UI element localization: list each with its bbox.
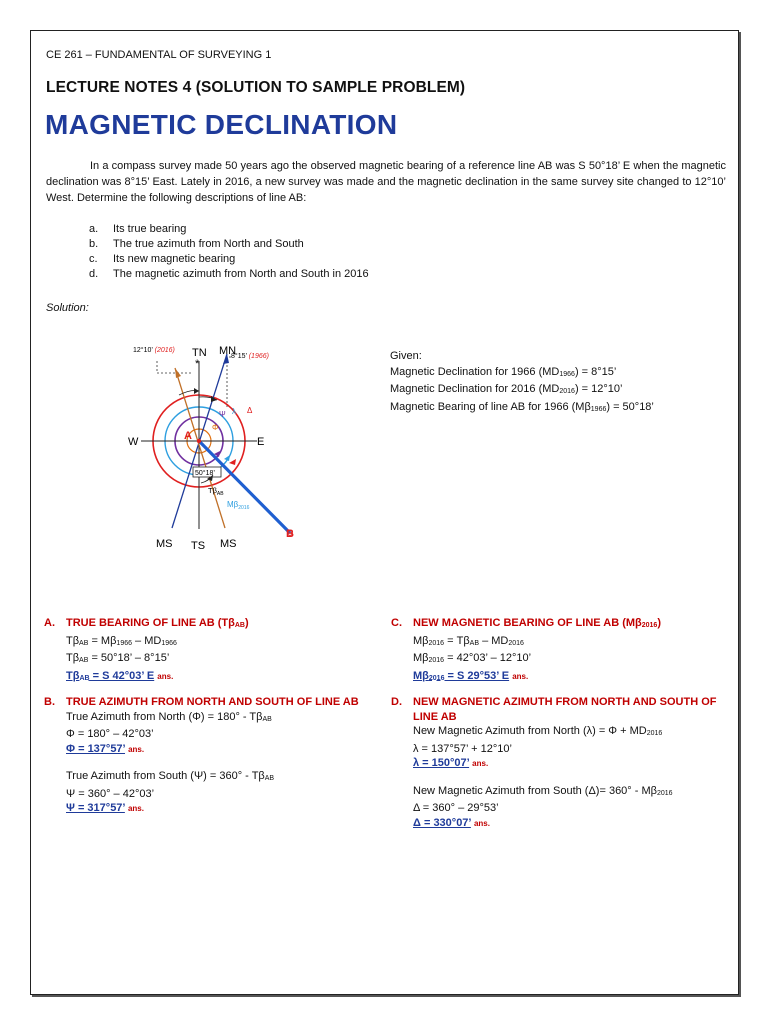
ts-label: TS xyxy=(191,540,206,552)
a-label: A xyxy=(184,430,192,442)
tb-label: $T\beta_{AB}$ xyxy=(208,486,224,497)
delta-arrow-icon xyxy=(229,459,236,465)
page-frame xyxy=(30,30,739,995)
section-c-heading: C. NEW MAGNETIC BEARING OF LINE AB (Mβ2016) xyxy=(391,617,661,629)
problem-statement: In a compass survey made 50 years ago the observed magnetic bearing of a reference line AB was S 50°18’ E when the magnetic declination was 8°15’ East. Lately in 2016, a new survey was made and the magnetic declination in the same survey site changed to 12°10’ West. Determine the following descriptions of line AB: xyxy=(46,160,726,204)
magnetic-meridian-2016 xyxy=(175,368,225,528)
list-item: b. The true azimuth from North and South xyxy=(89,238,304,250)
equation-line: Mβ2016 = 42°03’ – 12°10’ xyxy=(413,652,532,664)
course-code: CE 261 – FUNDAMENTAL OF SURVEYING 1 xyxy=(46,49,272,61)
section-d-heading: D. NEW MAGNETIC AZIMUTH FROM NORTH AND SOUTH OF xyxy=(391,696,717,708)
section-b xyxy=(44,695,374,817)
given-mb1966: Magnetic Bearing of line AB for 1966 (Mβ1966) = 50°18’ xyxy=(390,400,654,413)
section-a xyxy=(44,616,374,686)
angle-5018-label: 50°18’ xyxy=(195,470,215,477)
decl-2016-label: 12°10’ (2016) xyxy=(133,347,175,354)
bearing-diagram xyxy=(31,31,738,631)
decl-1966-label: 8°15’ (1966) xyxy=(231,353,269,360)
equation-line: New Magnetic Azimuth from South (Δ)= 360° - Mβ2016 xyxy=(413,784,673,797)
page-title: MAGNETIC DECLINATION xyxy=(45,109,398,140)
given-block xyxy=(390,349,654,417)
given-md2016: Magnetic Declination for 2016 (MD2016) = 12°10’ xyxy=(390,383,623,395)
e-label: E xyxy=(257,436,265,448)
arrow-icon xyxy=(194,388,199,394)
decl-1966-bracket xyxy=(227,357,231,407)
w-label: W xyxy=(128,436,139,448)
b-label: B xyxy=(286,528,294,540)
answer-line: Ψ = 317°57’ ans. xyxy=(66,802,144,814)
answer-line: Δ = 330°07’ ans. xyxy=(413,816,490,829)
list-item: a. Its true bearing xyxy=(89,223,187,235)
section-d xyxy=(391,695,731,831)
equation-line: TβAB = 50°18’ – 8°15’ xyxy=(66,652,170,664)
lambda-label: λ xyxy=(232,407,236,416)
given-md1966: Magnetic Declination for 1966 (MD1966) = 8°15’ xyxy=(390,365,617,378)
delta-label: Δ xyxy=(247,406,253,415)
solution-label: Solution: xyxy=(46,302,89,314)
mn-label: MN xyxy=(219,345,237,357)
equation-line: Mβ2016 = TβAB – MD2016 xyxy=(413,634,524,647)
equation-line: True Azimuth from North (Φ) = 180° - TβAB xyxy=(66,710,272,723)
mn2016-arrow-icon xyxy=(175,368,181,378)
lambda-arrow-icon xyxy=(224,455,230,461)
ms-left-label: MS xyxy=(156,538,173,550)
lecture-heading: LECTURE NOTES 4 (SOLUTION TO SAMPLE PROBLEM) xyxy=(46,79,466,96)
equation-line: Δ = 360° – 29°53’ xyxy=(413,802,499,814)
section-a-heading: A. TRUE BEARING OF LINE AB (TβAB) xyxy=(44,617,249,629)
ms-right-label: MS xyxy=(220,538,237,550)
given-label: Given: xyxy=(390,350,422,362)
list-item: d. The magnetic azimuth from North and South in 2016 xyxy=(89,268,369,280)
section-b-heading: B. TRUE AZIMUTH FROM NORTH AND SOUTH OF LINE AB xyxy=(44,696,359,708)
equation-line: TβAB = Mβ1966 – MD1966 xyxy=(66,634,177,647)
answer-line: TβAB = S 42°03’ E ans. xyxy=(66,669,174,682)
tn-label: TN xyxy=(192,347,207,359)
mb2016-label: $M\beta_{2016}$ xyxy=(227,500,250,511)
point-a-marker xyxy=(197,439,201,443)
equation-line: λ = 137°57’ + 12°10’ xyxy=(413,742,512,755)
equation-line: Ψ = 360° – 42°03’ xyxy=(66,787,155,800)
star-label: * xyxy=(195,358,200,370)
answer-line: Φ = 137°57’ ans. xyxy=(66,742,145,755)
list-item: c. Its new magnetic bearing xyxy=(89,253,236,265)
decl-2016-bracket xyxy=(157,361,193,373)
phi-label: Φ xyxy=(212,423,219,432)
answer-line: Mβ2016 = S 29°53’ E ans. xyxy=(413,669,529,682)
section-d-heading-2: LINE AB xyxy=(413,710,457,723)
answer-line: λ = 150°07’ ans. xyxy=(413,757,489,769)
equation-line: New Magnetic Azimuth from North (λ) = Φ + MD2016 xyxy=(413,725,663,737)
section-c xyxy=(391,616,731,686)
equation-line: Φ = 180° – 42°03’ xyxy=(66,728,154,740)
psi-label: Ψ xyxy=(219,410,226,419)
equation-line: True Azimuth from South (Ψ) = 360° - TβAB xyxy=(66,770,275,782)
